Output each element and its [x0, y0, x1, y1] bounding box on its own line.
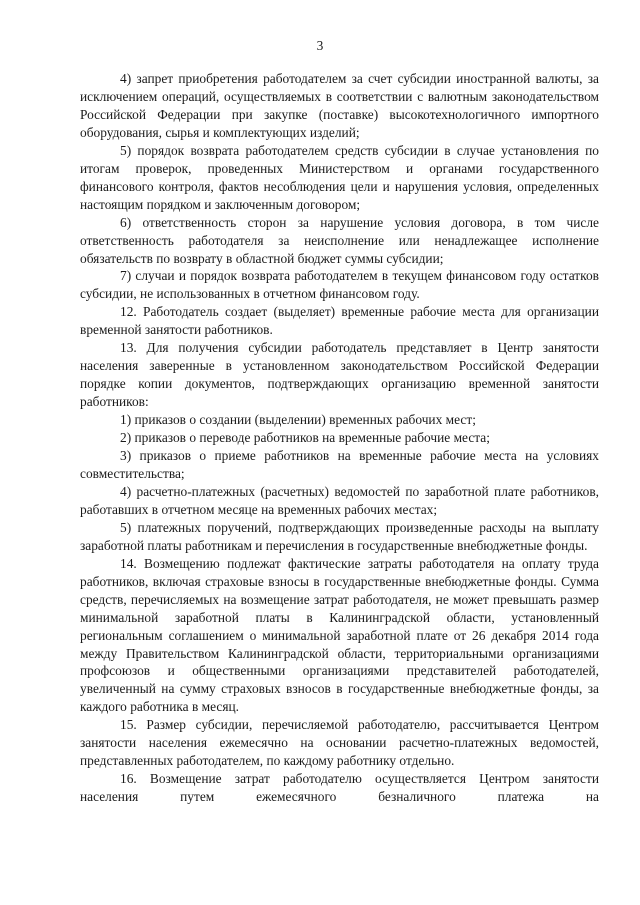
- paragraph-item-5-refund-procedure: 5) порядок возврата работодателем средств субсидии в случае установления по итогам проверок, проведенных Министерством и органами государственного финансового контроля, фактов несоблюдения цели и нарушения условия, определенных настоящим порядком и заключенным договором;: [80, 142, 599, 212]
- paragraph-item-4-currency-ban: 4) запрет приобретения работодателем за счет субсидии иностранной валюты, за исключением операций, осуществляемых в соответствии с валютным законодательством Российской Федерации при закупке (поставке) высокотехнологичного импортного оборудования, сырья и комплектующих изделий;: [80, 71, 599, 140]
- paragraph-item-7-remainder-refund: 7) случаи и порядок возврата работодателем в текущем финансовом году остатков субсидии, не использованных в отчетном финансовом году.: [80, 268, 599, 302]
- paragraph-clause-15: 15. Размер субсидии, перечисляемой работодателю, рассчитывается Центром занятости населения ежемесячно на основании расчетно-платежных ведомостей, представленных работодателем, по каждому работнику отдельно.: [80, 717, 599, 769]
- paragraph-doc-4-payroll-statements: 4) расчетно-платежных (расчетных) ведомостей по заработной плате работников, работавших в отчетном месяце на временных рабочих местах;: [80, 483, 599, 517]
- paragraph-clause-14: 14. Возмещению подлежат фактические затраты работодателя на оплату труда работников, включая страховые взносы в государственные внебюджетные фонды. Сумма средств, перечисляемых на возмещение затрат работодателя, не может превышать размер минимальной заработной платы в Калининградской области, установленный региональным соглашением о минимальной заработной плате от 26 декабря 2014 года между Правительством Калининградской области, территориальными организациями профсоюзов и общественными организациями представителей работодателей, увеличенный на сумму страховых взносов в государственные внебюджетные фонды, за каждого работника в месяц.: [80, 555, 599, 715]
- paragraph-doc-5-payment-orders: 5) платежных поручений, подтверждающих произведенные расходы на выплату заработной платы работникам и перечисления в государственные внебюджетные фонды.: [80, 519, 599, 553]
- paragraph-clause-16: 16. Возмещение затрат работодателю осуществляется Центром занятости населения путем ежемесячного безналичного платежа на: [80, 771, 599, 805]
- paragraph-doc-2-orders-transfer: 2) приказов о переводе работников на временные рабочие места;: [120, 430, 490, 446]
- paragraph-item-6-liability: 6) ответственность сторон за нарушение условия договора, в том числе ответственность работодателя за неисполнение или ненадлежащее исполнение обязательств по возврату в областной бюджет суммы субсидии;: [80, 214, 599, 266]
- paragraph-doc-3-orders-hiring: 3) приказов о приеме работников на временные рабочие места на условиях совместительства;: [80, 448, 599, 481]
- paragraph-doc-1-orders-creation: 1) приказов о создании (выделении) временных рабочих мест;: [120, 412, 476, 428]
- paragraph-clause-12: 12. Работодатель создает (выделяет) временные рабочие места для организации временной занятости работников.: [80, 304, 599, 338]
- paragraph-clause-13: 13. Для получения субсидии работодатель представляет в Центр занятости населения заверенные в установленном законодательством Российской Федерации порядке копии документов, подтверждающих организацию временной занятости работников:: [80, 340, 599, 410]
- page-number: 3: [316, 38, 324, 53]
- document-body: [80, 70, 599, 806]
